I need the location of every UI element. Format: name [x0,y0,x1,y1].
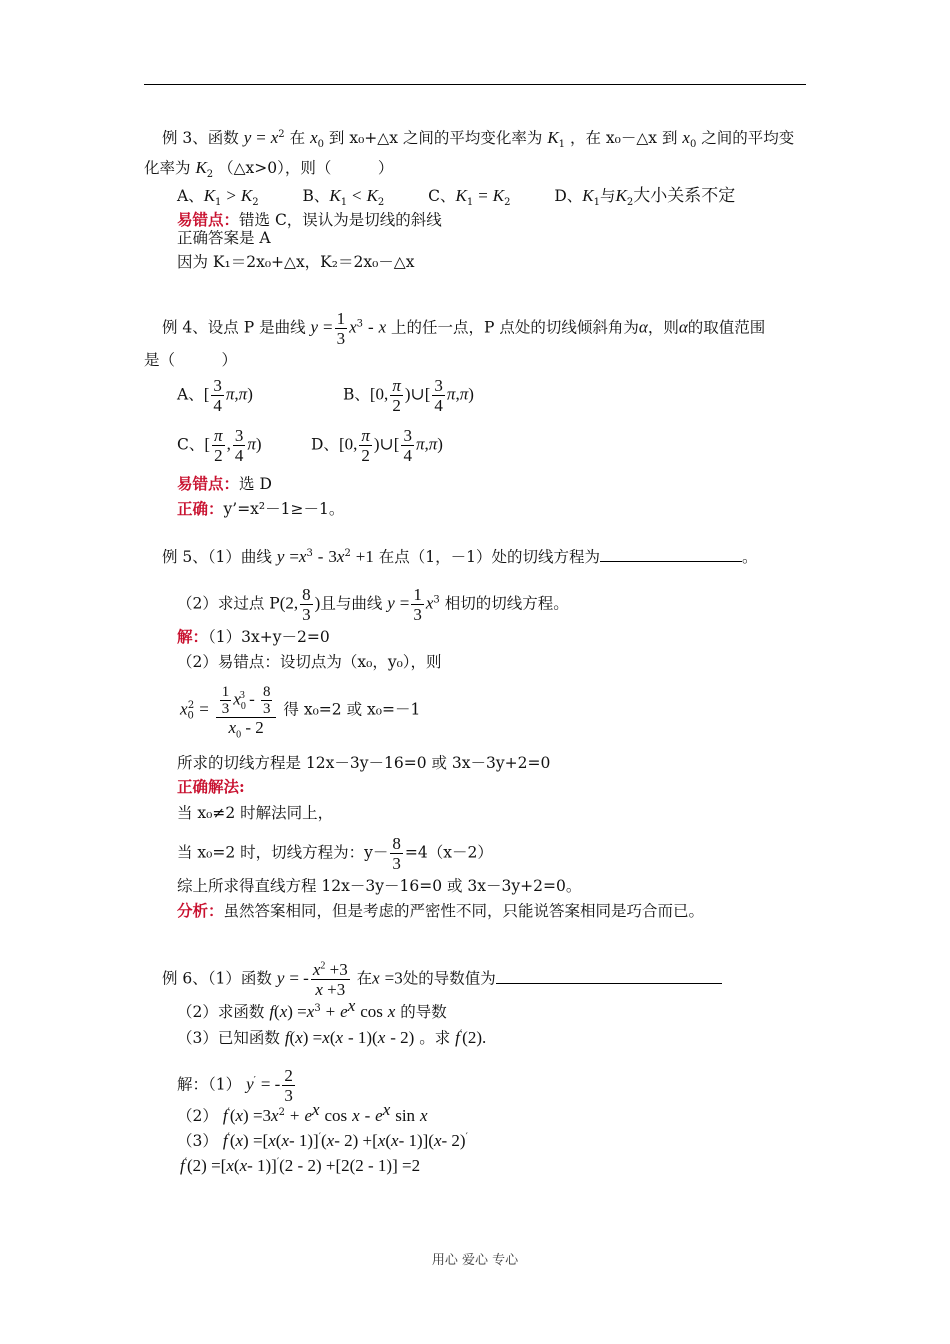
answer-blank[interactable] [496,983,722,984]
ex5-solution2: （2）易错点：设切点为（x₀，y₀），则 [177,653,442,671]
answer-blank[interactable] [600,561,742,562]
option-d-label: D、 [311,435,339,454]
ex5-text: 。 [742,548,758,566]
ex5-solution1 [177,627,330,647]
ex3-text: 之间的平均变 [701,129,795,147]
ex5-text: 例 5、（1）曲线 [162,548,272,566]
option-a-label: A、 [177,385,204,404]
ex5-summary: 综上所求得直线方程 12x－3y－16=0 或 3x－3y+2=0。 [177,877,582,895]
option-b-label: B、 [343,385,370,404]
ex4-line2: 是（ ） [144,351,238,369]
correct-label: 正确： [177,499,224,518]
option-b-label: B、 [302,187,330,205]
ex3-line1: 例 3、函数 $y = x^2$ 在 $x_0$ 到 x₀+△x 之间的平均变化率为 $K_1$ ，在 x₀－△x 到 $x_0$ 之间的平均变 [162,128,795,151]
option-d-text: 大小关系不定 [633,186,736,206]
error-label: 易错点： [177,210,240,229]
ex4-text: 上的任一点，P 点处的切线倾斜角为 [391,318,639,337]
ex6-text: 的导数 [400,1003,447,1021]
ex3-text: 化率为 [144,159,191,177]
ex6-text: 解：（1） [177,1075,242,1094]
option-c-label: C、 [428,187,456,205]
ex5-analysis [177,901,704,921]
ex3-answer: 正确答案是 A [177,229,271,247]
ex3-line2: 化率为 $K_2$ （△x>0），则（ ） [144,158,394,181]
ex5-case1: 当 x₀≠2 时解法同上， [177,804,334,822]
solution-text: （1）3x+y－2=0 [208,628,330,646]
ex5-line1: 例 5、（1）曲线 $y =x^3 - 3x^2 +1$ 在点（1，－1）处的切线方程为 。 [162,547,758,566]
ex3-text: 在 [289,129,306,147]
analysis-label: 分析： [177,901,224,920]
ex4-error [177,474,272,494]
ex6-text: （2）求函数 [177,1003,265,1021]
ex5-text: =4（x－2） [404,843,493,862]
ex6-line1: 例 6、（1）函数 y = - $\frac{x^2 +3}{x +3}$ 在x =3处的导数值为 [162,960,722,999]
ex3-text: 例 3、函数 [162,129,239,147]
ex6-text: （3） [177,1132,218,1150]
ex5-text: 得 x₀=2 或 x₀=－1 [283,700,421,719]
ex3-error [177,210,442,230]
ex6-text: 。求 [419,1029,451,1047]
ex3-options: A、$K_1 > K_2$ B、$K_1 < K_2$ C、$K_1 = K_2$ D、$K_1$与$K_2$大小关系不定 [177,186,736,209]
ex4-option-a: A、[ $\frac{3}{4}$ π,π) [177,376,253,415]
ex6-solution4: f′(2) =[x(x- 1)]′(2 - 2) +[2(2 - 1)] =2 [180,1156,421,1175]
ex6-text: 在 [356,969,373,988]
ex3-text: ，在 x₀－△x 到 [569,129,678,147]
analysis-text: 虽然答案相同，但是考虑的严密性不同，只能说答案相同是巧合而已。 [223,902,705,920]
ex6-solution1: 解：（1） y′ = - $\frac{2}{3}$ [177,1066,293,1105]
ex5-sought: 所求的切线方程是 12x－3y－16=0 或 3x－3y+2=0 [177,754,551,772]
ex5-equation: $x_0^2$ = $\frac{1}{3}$ $x_0^3$ - $\frac{8}{3}$ $x_0 - 2$ 得 x₀=2 或 x₀=－1 [180,684,421,741]
ex4-text: 例 4、设点 P 是曲线 [162,318,306,337]
ex6-text: （2） [177,1107,218,1125]
ex3-text: （△x>0），则（ ） [218,159,394,177]
ex5-line2: （2）求过点 P(2, $\frac{8}{3}$ )且与曲线 y = $\frac{1}{3}$ $x^3$ 相切的切线方程。 [177,585,569,624]
ex6-text: （3）已知函数 [177,1029,280,1047]
ex4-line1: 例 4、设点 P 是曲线 y = $\frac{1}{3}$ $x^3$ - x 上的任一点，P 点处的切线倾斜角为α，则α的取值范围 [162,309,766,348]
solution-label: 解： [177,627,209,646]
ex4-option-d: D、[0, $\frac{\pi}{2}$ )∪[ $\frac{3}{4}$ π,π) [311,426,443,465]
error-label: 易错点： [177,474,240,493]
ex5-text: （2）求过点 P [177,594,280,613]
right-method-label: 正确解法: [177,777,245,796]
option-c-label: C、 [177,435,205,454]
header-rule [144,84,806,85]
ex5-text: 当 x₀=2 时，切线方程为：y－ [177,843,389,862]
ex6-solution3: （3） f′(x) =[x(x- 1)]′(x- 2) +[x(x- 1)](x- 2)′ [177,1131,468,1150]
ex5-text: 且与曲线 [320,594,383,613]
ex5-case2: 当 x₀=2 时，切线方程为：y－ $\frac{8}{3}$ =4（x－2） [177,834,493,873]
ex6-solution2: （2） $f'(x) =3x^2 + e^x$ cos x - $e^x$ sin x [177,1099,428,1125]
ex4-text: 的取值范围 [687,318,766,337]
option-a-label: A、 [177,187,204,205]
ex4-option-b: B、[0, $\frac{\pi}{2}$ )∪[ $\frac{3}{4}$ π,π) [343,376,474,415]
ex6-text: 例 6、（1）函数 [162,969,272,988]
error-text: 选 D [239,475,272,493]
option-d-label: D、 [554,187,583,205]
ex6-text: 处的导数值为 [402,969,496,988]
ex3-because: 因为 K₁＝2x₀+△x，K₂＝2x₀－△x [177,253,415,271]
error-text: 错选 C，误认为是切线的斜线 [239,211,442,229]
ex5-text: 相切的切线方程。 [444,594,569,613]
ex5-text: 在点（1，－1）处的切线方程为 [378,548,601,566]
correct-text: y’=x²－1≥－1。 [223,500,345,518]
ex3-text: 到 x₀+△x 之间的平均变化率为 [328,129,543,147]
ex4-correct [177,499,344,519]
ex6-line3: （3）已知函数 f(x) =x(x - 1)(x - 2) 。求 f′(2). [177,1028,487,1047]
ex5-right-label [177,777,245,797]
ex4-option-c: C、[ $\frac{\pi}{2}$ , $\frac{3}{4}$ π) [177,426,262,465]
ex6-line2: （2）求函数 $f(x) =x^3 + e^x$ cos x 的导数 [177,995,447,1021]
ex4-text: ，则 [647,318,679,337]
page-footer: 用心 爱心 专心 [431,1253,519,1268]
